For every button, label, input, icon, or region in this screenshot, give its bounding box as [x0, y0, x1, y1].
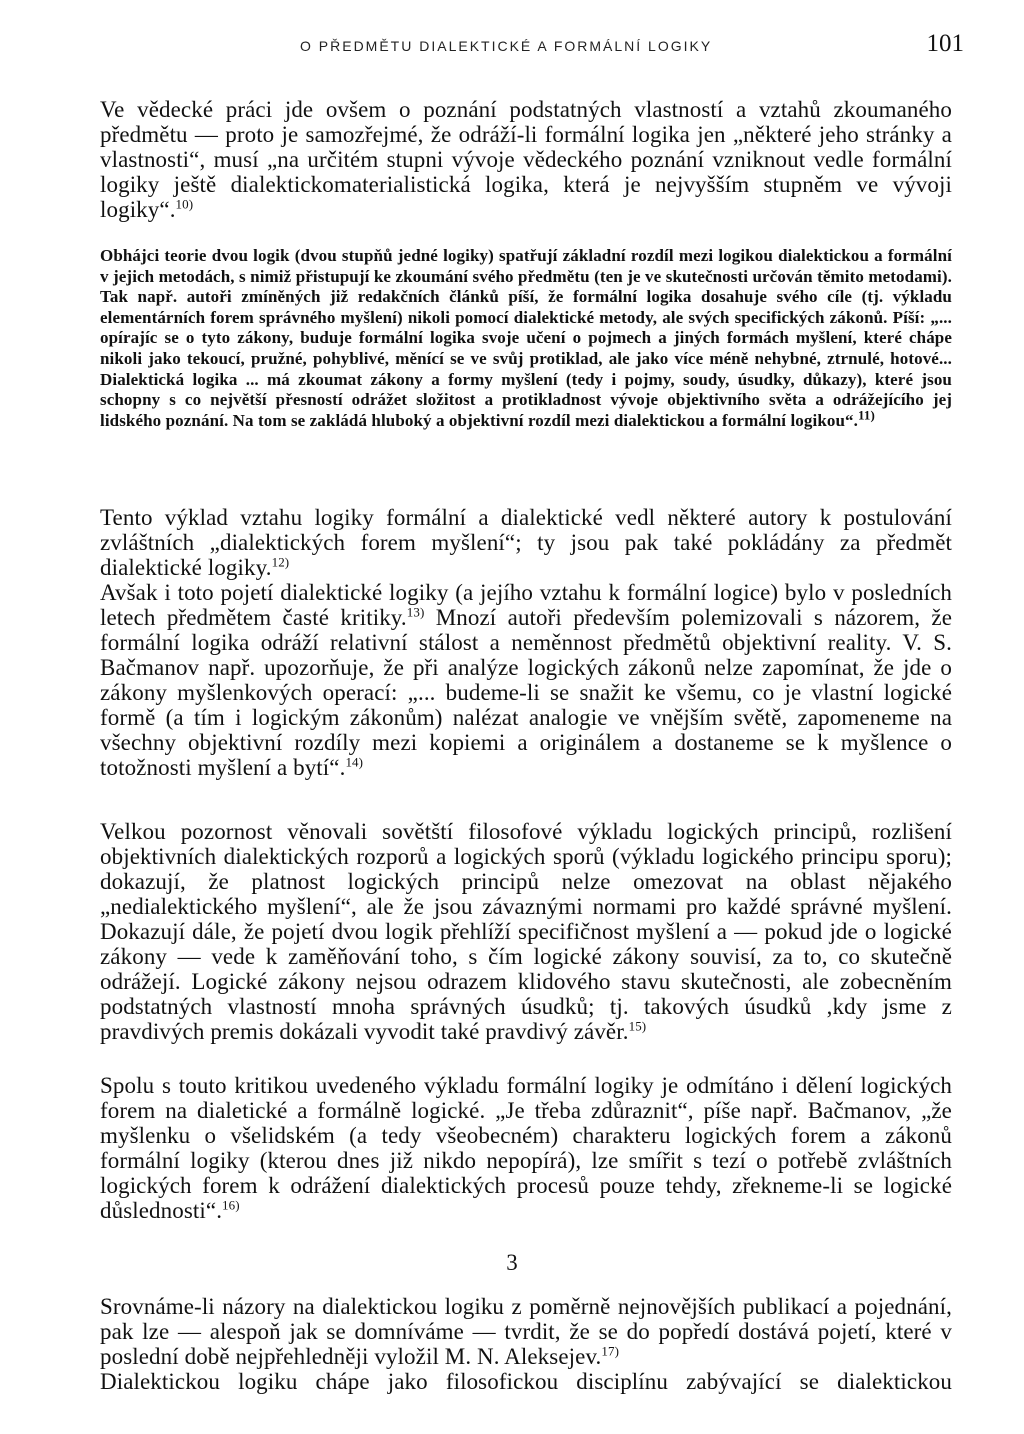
paragraph-body: Obhájci teorie dvou logik (dvou stupňů jedné logiky) spatřují základní rozdíl mezi logikou dialektickou a formální v jejich metodách, s nimiž přistupují ke zkoumání svého předmětu (ten je ve skutečnosti určován těmito metodami). Tak např. autoři zmíněných již redakčních článků píší, že formální logika dosahuje svého cíle (tj. výkladu elementárních forem správného myšlení) nikoli pomocí dialektické metody, ale svých specifických zákonů. Píší: „... opírajíc se o tyto zákony, buduje formální logika svoje učení o pojmech a jiných formách myšlení, které chápe nikoli jako tekoucí, pružné, pohyblivé, měnící se ve svůj protiklad, ale jako více méně nehybné, ztrnulé, hotové... Dialektická logika ... má zkoumat zákony a formy myšlení (tedy i pojmy, soudy, úsudky, důkazy), které jsou schopny s co největší přesností odrážet složitost a protikladnost vývoje objektivního světa a odrážejícího jej lidského poznání. Na tom se zakládá hluboký a objektivní rozdíl mezi dialektickou a formální logikou“.	[100, 246, 952, 430]
paragraph-continuation	[100, 1369, 952, 1394]
footnote-ref: 13)	[406, 604, 425, 620]
paragraph-text	[100, 1294, 952, 1369]
paragraph-text	[100, 819, 952, 1044]
paragraph-principles	[100, 819, 952, 1044]
paragraph-text	[100, 246, 952, 431]
paragraph-body: Dialektickou logiku chápe jako filosofickou disciplínu zabývající se dialektickou	[100, 1369, 952, 1394]
footnote-ref: 11)	[857, 407, 875, 423]
paragraph-text	[100, 505, 952, 580]
paragraph-text	[100, 1369, 952, 1394]
footnote-ref: 16)	[222, 1197, 240, 1213]
section-number: 3	[506, 1250, 518, 1275]
paragraph-explanation	[100, 505, 952, 580]
paragraph-intro	[100, 97, 952, 222]
paragraph-comparison	[100, 1294, 952, 1369]
footnote-ref: 10)	[175, 196, 194, 212]
paragraph-body: Spolu s touto kritikou uvedeného výkladu formální logiky je odmítáno i dělení logických forem na dialetické a formálně logické. „Je třeba zdůraznit“, píše např. Bačmanov, „že myšlenku o všelidském (a tedy všeobecném) charakteru logických forem a zákonů formální logiky (kterou dnes již nikdo nepopírá), lze smířit s tezí o potřebě zvláštních logických forem k odrážení dialektických procesů pouze tehdy, zřekneme-li se logické důslednosti“.	[100, 1073, 952, 1223]
paragraph-forms	[100, 1073, 952, 1223]
running-header	[0, 30, 1024, 60]
footnote-ref: 17)	[601, 1343, 620, 1359]
paragraph-criticism	[100, 580, 952, 780]
paragraph-text	[100, 580, 952, 780]
footnote-ref: 12)	[271, 554, 290, 570]
paragraph-body: Avšak i toto pojetí dialektické logiky (a jejího vztahu k formální logice) bylo v posledních letech předmětem časté kritiky.	[100, 580, 952, 630]
paragraph-body: Velkou pozornost věnovali sovětští filosofové výkladu logických principů, rozlišení objektivních dialektických rozporů a logických sporů (výkladu logického principu sporu); dokazují, že platnost logických principů nelze omezovat na oblast nějakého „nedialektického myšlení“, ale že jsou závaznými normami pro každé správné myšlení. Dokazují dále, že pojetí dvou logik přehlíží specifičnost myšlení a — pokud jde o logické zákony — vede k zaměňování toho, s čím logické zákony souvisí, za to, co skutečně odrážejí. Logické zákony nejsou odrazem klidového stavu skutečnosti, ale zobecněním podstatných vlastností mnoha správných úsudků; tj. takových úsudků ,kdy jsme z pravdivých premis dokázali vyvodit také pravdivý závěr.	[100, 819, 952, 1044]
paragraph-quotation	[100, 246, 952, 431]
paragraph-text	[100, 97, 952, 222]
paragraph-body: Srovnáme-li názory na dialektickou logiku z poměrně nejnovějších publikací a pojednání, pak lze — alespoň jak se domníváme — tvrdit, že se do popředí dostává pojetí, které v poslední době nejpřehledněji vyložil M. N. Aleksejev.	[100, 1294, 952, 1369]
footnote-ref: 14)	[345, 754, 364, 770]
paragraph-body: Tento výklad vztahu logiky formální a dialektické vedl některé autory k postulování zvláštních „dialektických forem myšlení“; ty jsou pak také pokládány za předmět dialektické logiky.	[100, 505, 952, 580]
paragraph-text	[100, 1073, 952, 1223]
running-title: O PŘEDMĚTU DIALEKTICKÉ A FORMÁLNÍ LOGIKY	[300, 38, 713, 54]
page-number: 101	[926, 30, 964, 57]
paragraph-body: Mnozí autoři především polemizovali s názorem, že formální logika odráží relativní stálost a neměnnost předmětů objektivní reality. V. S. Bačmanov např. upozorňuje, že při analýze logických zákonů nelze zapomínat, že jde o zákony myšlenkových operací: „... budeme-li se snažit ke všemu, co je vlastní logické formě (a tím i logickým zákonům) nalézat analogie ve vnějším světě, zapomeneme na všechny objektivní rozdíly mezi kopiemi a originálem a dostaneme se k myšlence o totožnosti myšlení a bytí“.	[100, 605, 953, 780]
footnote-ref: 15)	[628, 1018, 647, 1034]
paragraph-body: Ve vědecké práci jde ovšem o poznání podstatných vlastností a vztahů zkoumaného předmětu — proto je samozřejmé, že odráží-li formální logika jen „některé jeho stránky a vlastnosti“, musí „na určitém stupni vývoje vědeckého poznání vzniknout vedle formální logiky ještě dialektickomaterialistická logika, která je nejvyšším stupněm ve vývoji logiky“.	[100, 97, 952, 222]
